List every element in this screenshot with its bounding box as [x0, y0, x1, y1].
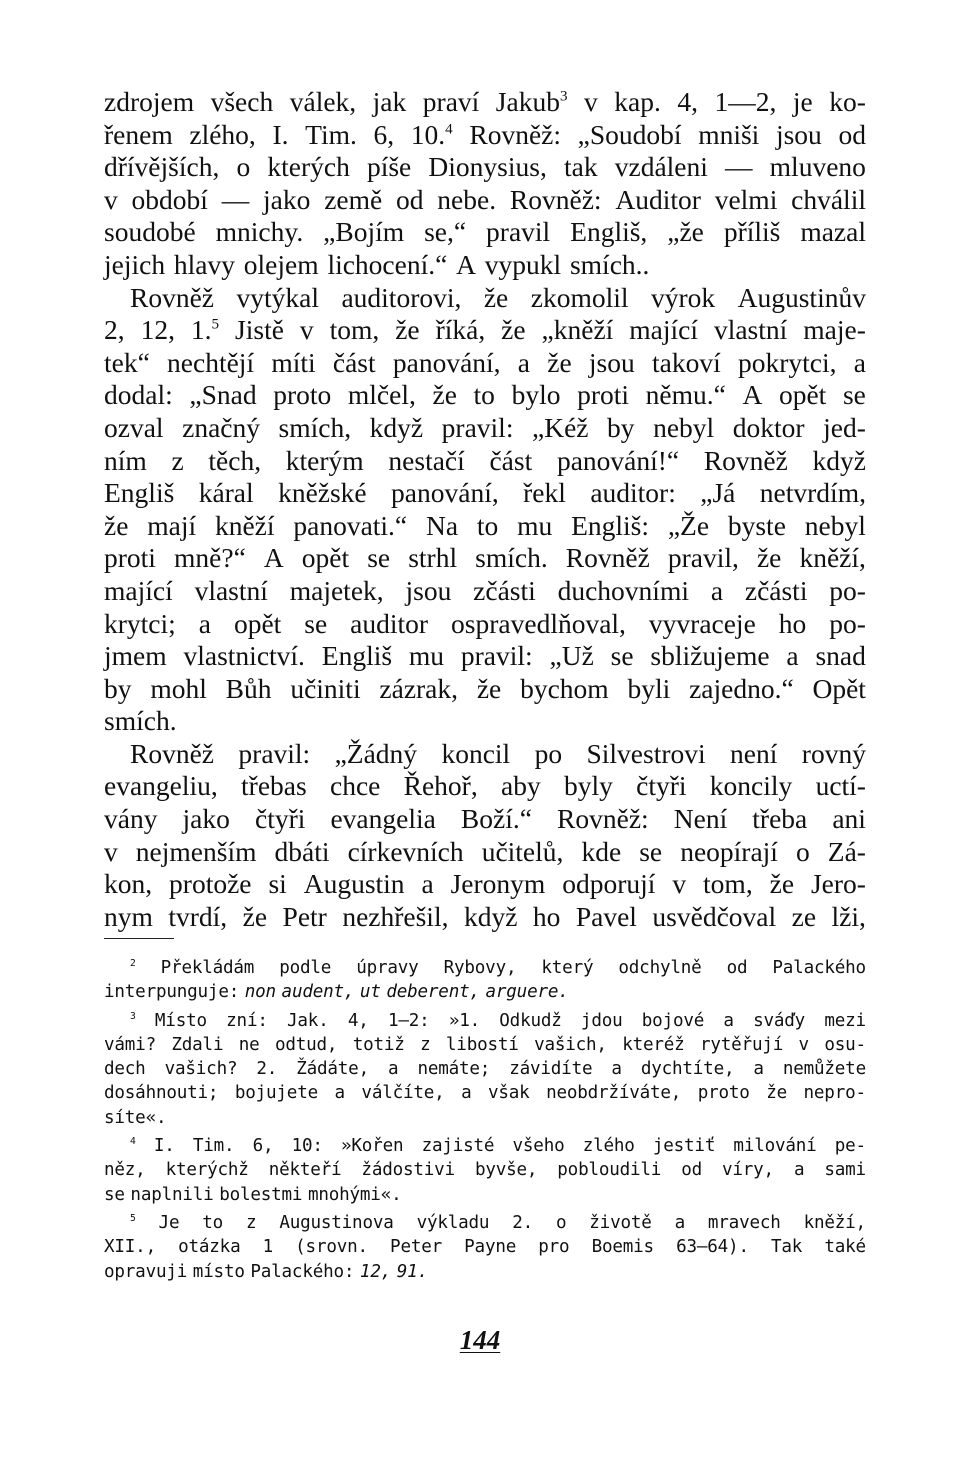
footnote-line: $^5$ Je to z Augustinova výkladu 2. o životě a mravech kněží, [130, 1212, 866, 1233]
text-line: vány jako čtyři evangelia Boží.“ Rovněž: Není třeba ani [104, 803, 866, 835]
text-line: mající vlastní majetek, jsou zčásti duchovními a zčásti po- [104, 574, 866, 606]
text-line: ním z těch, kterým nestačí část panování!“ Rovněž když [104, 444, 866, 476]
text-line: jmem vlastnictví. Engliš mu pravil: „Už se sbližujeme a snad [104, 640, 866, 672]
text-line: zdrojem všech válek, jak praví Jakub$^3$ v kap. 4, 1—2, je ko- [104, 86, 866, 117]
text-line: dodal: „Snad proto mlčel, že to bylo proti němu.“ A opět se [104, 379, 866, 411]
footnote-line: se naplnili bolestmi mnohými«. [104, 1184, 402, 1205]
text-line: Rovněž pravil: „Žádný koncil po Silvestrovi není rovný [130, 737, 866, 769]
text-line: kon, protože si Augustin a Jeronym odporují v tom, že Jero- [104, 868, 866, 900]
text-line: soudobé mnichy. „Bojím se,“ pravil Engliš, „že příliš mazal [104, 216, 866, 248]
text-line: dřívějších, o kterých píše Dionysius, tak vzdáleni — mluveno [104, 151, 866, 183]
footnote-line: síte«. [104, 1107, 167, 1128]
footnote-line: vámi? Zdali ne odtud, totiž z libostí vašich, kteréž rytěřují v osu- [104, 1034, 866, 1055]
text-line: nym tvrdí, že Petr nezhřešil, když ho Pavel usvědčoval ze lži, [104, 900, 866, 932]
footnote-line: interpunguje: non audent, ut deberent, arguere. [104, 982, 569, 1003]
footnote-line: XII., otázka 1 (srovn. Peter Payne pro Boemis 63—64). Tak také [104, 1237, 866, 1258]
text-line: smích. [104, 705, 177, 737]
text-line: proti mně?“ A opět se strhl smích. Rovněž pravil, že kněží, [104, 542, 866, 574]
text-line: jejich hlavy olejem lichocení.“ A vypukl smích.. [104, 248, 650, 280]
text-line: krytci; a opět se auditor ospravedlňoval, vyvraceje ho po- [104, 607, 866, 639]
text-line: ozval značný smích, když pravil: „Kéž by nebyl doktor jed- [104, 411, 866, 443]
text-line: že mají kněží panovati.“ Na to mu Engliš: „Že byste nebyl [104, 509, 866, 541]
text-line: evangeliu, třebas chce Řehoř, aby byly čtyři koncily uctí- [104, 770, 866, 802]
text-line: v nejmenším dbáti církevních učitelů, kde se neopírají o Zá- [104, 835, 866, 867]
text-line: tek“ nechtějí míti část panování, a že jsou takoví pokrytci, a [104, 346, 866, 378]
footnote-line: $^2$ Překládám podle úpravy Rybovy, který odchylně od Palackého [130, 958, 866, 978]
footnote-divider [104, 938, 174, 939]
text-line: Engliš káral kněžské panování, řekl auditor: „Já netvrdím, [104, 477, 866, 509]
footnote-line: $^4$ I. Tim. 6, 10: »Kořen zajisté všeho zlého jestiť milování pe- [130, 1136, 866, 1157]
text-line: 2, 12, 1.$^5$ Jistě v tom, že říká, že „kněží mající vlastní maje- [104, 314, 866, 346]
text-line: v období — jako země od nebe. Rovněž: Auditor velmi chválil [104, 183, 866, 215]
footnote-line: dech vašich? 2. Žádáte, a nemáte; závidíte a dychtíte, a nemůžete [104, 1059, 866, 1080]
page-number: 144 [459, 1325, 501, 1355]
footnote-line: $^3$ Místo zní: Jak. 4, 1—2: »1. Odkudž jdou bojové a sváďy mezi [130, 1010, 866, 1031]
footnote-line: opravuji místo Palackého: 12, 91. [104, 1261, 428, 1282]
text-line: řenem zlého, I. Tim. 6, 10.$^4$ Rovněž: „Soudobí mniši jsou od [104, 118, 866, 150]
main-text [104, 86, 866, 933]
footnotes [104, 956, 866, 1284]
text-line: Rovněž vytýkal auditorovi, že zkomolil výrok Augustinův [130, 281, 866, 313]
footnote-line: něz, kterýchž někteří žádostivi byvše, pobloudili od víry, a sami [104, 1160, 866, 1181]
text-line: by mohl Bůh učiniti zázrak, že bychom byli zajedno.“ Opět [104, 672, 866, 704]
footnote-line: dosáhnouti; bojujete a válčíte, a však neobdržíváte, proto že nepro- [104, 1083, 866, 1104]
